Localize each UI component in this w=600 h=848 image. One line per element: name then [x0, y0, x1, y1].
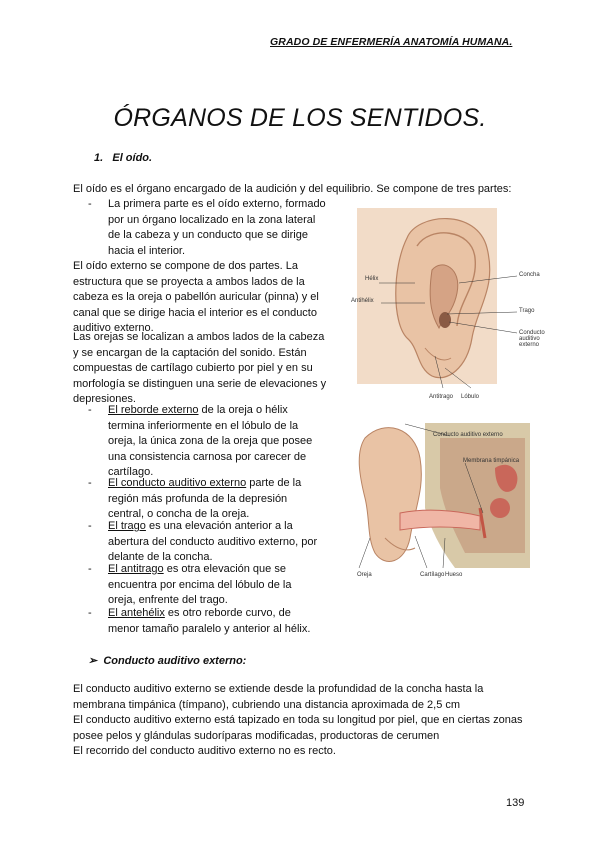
text-line: depresiones. — [73, 393, 136, 406]
list-item-tragus — [88, 519, 318, 566]
list-line: menor tamaño paralelo y anterior al hélix. — [108, 622, 311, 635]
list-item-helix — [88, 403, 313, 481]
page-number: 139 — [506, 797, 525, 809]
section-heading-1 — [94, 152, 152, 164]
label-canal-line: externo — [519, 342, 540, 348]
text-line: compuestas de cartílago cubierto por piel y en su — [73, 362, 313, 375]
list-line: cartílago. — [108, 466, 154, 479]
bullet-line: de la cabeza y un conducto que se dirige — [108, 229, 308, 242]
text-line: Las orejas se localizan a ambos lados de la cabeza — [73, 331, 325, 343]
ear-section-illustration — [345, 418, 535, 590]
label-ear-canal: Conducto auditivo externo — [433, 432, 503, 438]
bullet-outer-ear — [88, 197, 326, 259]
label-canal-line: Conducto — [519, 330, 545, 336]
canal-opening — [439, 312, 451, 328]
label-lobule: Lóbulo — [461, 394, 480, 400]
term-rest: parte de la — [246, 477, 302, 489]
list-line: termina inferiormente en el lóbulo de la — [108, 419, 299, 432]
text-line: El conducto auditivo externo se extiende desde la profundidad de la concha hasta la — [73, 683, 484, 695]
term-rest: de la oreja o hélix — [198, 404, 288, 416]
list-line: central, o concha de la oreja. — [108, 508, 250, 521]
list-line: región más profunda de la depresión — [108, 492, 288, 505]
label-helix: Hélix — [365, 276, 379, 282]
term-antihelix: El antehélix — [108, 607, 165, 619]
section-heading-2 — [88, 654, 246, 667]
page-title: ÓRGANOS DE LOS SENTIDOS. — [113, 104, 487, 132]
figure-ear-section — [345, 418, 535, 590]
text-line: posee pelos y glándulas sudoríparas modificadas, productoras de cerumen — [73, 729, 440, 742]
list-item-canal — [88, 476, 302, 523]
section-title: Conducto auditivo externo: — [103, 655, 247, 667]
paragraph-ear-canal — [73, 682, 522, 760]
bullet-dash: - — [88, 563, 92, 575]
bullet-dash: - — [88, 520, 92, 532]
text-line: estructura que se proyecta a ambos lados de la — [73, 275, 305, 288]
list-line: una consistencia carnosa por carecer de — [108, 450, 307, 463]
label-cartilage: Cartílago — [420, 572, 445, 578]
bullet-line: por un órgano localizado en la zona lateral — [108, 213, 316, 226]
term-tragus: El trago — [108, 520, 146, 532]
label-concha: Concha — [519, 272, 540, 278]
label-tympanic-membrane: Membrana timpánica — [463, 458, 520, 464]
list-line: delante de la concha. — [108, 551, 213, 564]
list-item-antitragus — [88, 562, 292, 609]
bullet-dash: - — [88, 198, 92, 210]
text-line: El oído externo se compone de dos partes. La — [73, 260, 299, 272]
list-line: oreja, enfrente del trago. — [108, 594, 228, 607]
text-line: y se encargan de la captación del sonido. Están — [73, 346, 307, 359]
bullet-dash: - — [88, 607, 92, 619]
label-canal — [519, 330, 545, 348]
text-line: auditivo externo. — [73, 322, 154, 335]
section-title: El oído. — [112, 152, 153, 164]
paragraph-outer-ear-parts — [73, 259, 319, 337]
running-header: GRADO DE ENFERMERÍA ANATOMÍA HUMANA. — [270, 36, 513, 48]
term-rest: es una elevación anterior a la — [145, 520, 293, 532]
intro-paragraph: El oído es el órgano encargado de la audición y del equilibrio. Se compone de tres partes: — [73, 183, 512, 195]
term-rest: es otra elevación que se — [163, 563, 286, 575]
bullet-line: hacia el interior. — [108, 244, 186, 257]
term-helix: El reborde externo — [108, 404, 199, 416]
label-canal-line: auditivo — [519, 336, 540, 342]
label-antitragus: Antitrago — [429, 394, 454, 400]
bullet-dash: - — [88, 477, 92, 489]
list-line: encuentra por encima del lóbulo de la — [108, 578, 292, 591]
text-line: El recorrido del conducto auditivo externo no es recto. — [73, 745, 336, 758]
term-antitragus: El antitrago — [108, 563, 164, 575]
text-line: canal que se dirige hacia el interior es el conducto — [73, 306, 317, 319]
section-number: 1. — [94, 152, 104, 164]
label-bone: Hueso — [445, 572, 463, 578]
text-line: cabeza es la oreja o pabellón auricular (pinna) y el — [73, 291, 319, 304]
list-item-antihelix — [88, 606, 311, 637]
figure-external-ear — [347, 208, 553, 410]
text-line: morfología se distinguen una serie de elevaciones y — [73, 377, 327, 390]
term-canal: El conducto auditivo externo — [108, 477, 247, 489]
bullet-line: La primera parte es el oído externo, formado — [108, 198, 326, 210]
term-rest: es otro reborde curvo, de — [164, 607, 291, 619]
list-line: abertura del conducto auditivo externo, por — [108, 535, 318, 548]
label-ear: Oreja — [357, 572, 372, 578]
ear-canal — [400, 510, 480, 530]
text-line: El conducto auditivo externo está tapizado en toda su longitud por piel, que en ciertas zonas — [73, 714, 523, 727]
label-antihelix: Antihélix — [351, 298, 374, 304]
bullet-dash: - — [88, 404, 92, 416]
arrow-bullet-icon: ➢ — [88, 655, 98, 667]
paragraph-ear-description — [73, 330, 326, 408]
text-line: membrana timpánica (tímpano), cubriendo una distancia aproximada de 2,5 cm — [73, 698, 461, 711]
middle-ear — [490, 498, 510, 518]
label-tragus: Trago — [519, 308, 535, 314]
list-line: oreja, la única zona de la oreja que posee — [108, 435, 313, 448]
